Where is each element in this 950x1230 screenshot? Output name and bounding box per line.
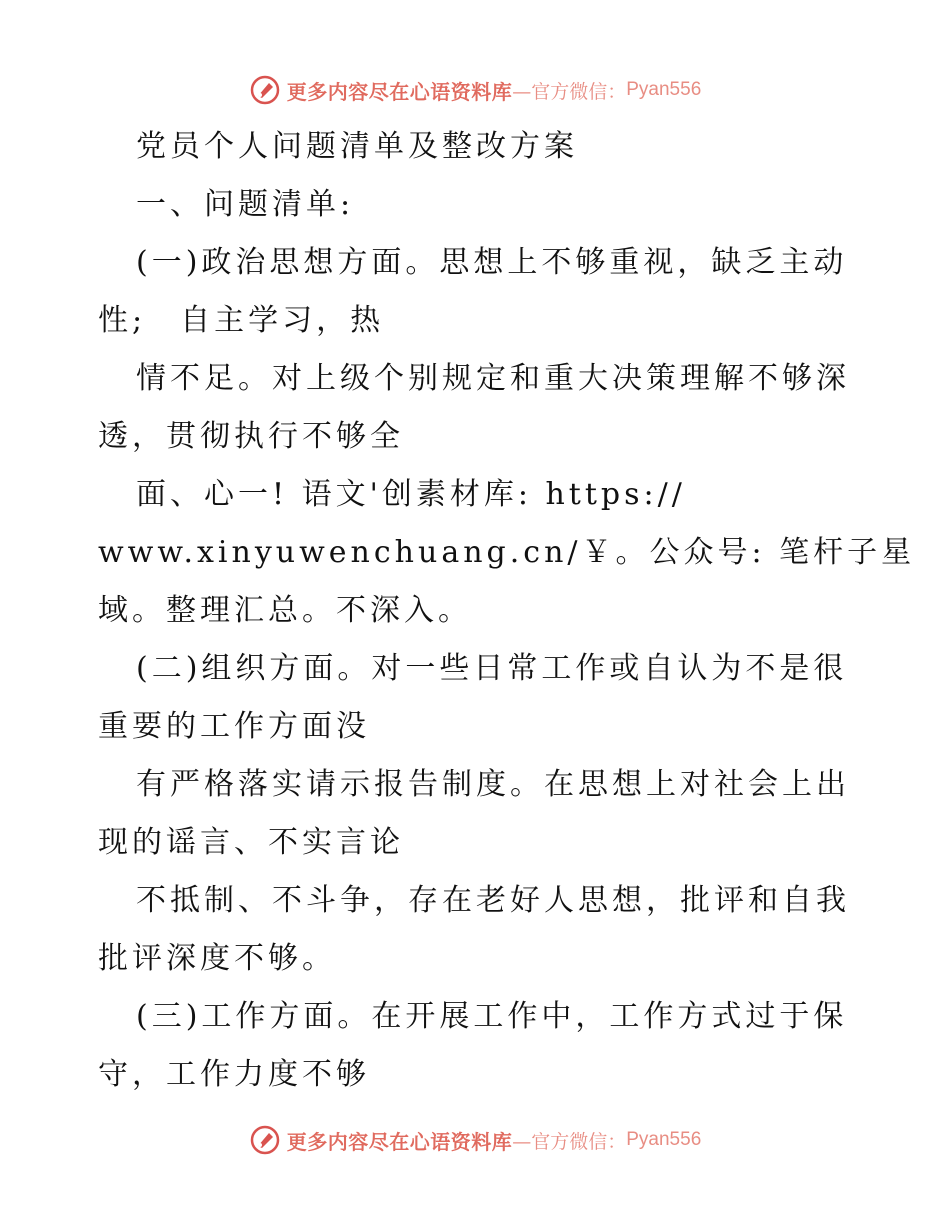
paragraph-line: 有严格落实请示报告制度。在思想上对社会上出 bbox=[136, 767, 850, 802]
banner-sub-text: —官方微信： bbox=[512, 1130, 627, 1153]
paragraph-line: 域。整理汇总。不深入。 bbox=[98, 593, 472, 628]
paragraph-line: 性; 自主学习，热 bbox=[98, 303, 385, 338]
header-watermark bbox=[0, 70, 950, 110]
pen-nib-icon bbox=[249, 74, 281, 106]
banner-wechat-id: Pyan556 bbox=[626, 1129, 702, 1150]
paragraph-line: 批评深度不够。 bbox=[98, 941, 336, 976]
paragraph-line: www.xinyuwenchuang.cn/￥。公众号: 笔杆子星 bbox=[98, 535, 916, 570]
paragraph-line: 守，工作力度不够 bbox=[98, 1057, 370, 1092]
document-title: 党员个人问题清单及整改方案 bbox=[136, 129, 578, 164]
section-heading: 一、问题清单: bbox=[136, 187, 355, 222]
paragraph-line: (二)组织方面。对一些日常工作或自认为不是很 bbox=[136, 651, 848, 686]
paragraph-line: 重要的工作方面没 bbox=[98, 709, 370, 744]
paragraph-line: (一)政治思想方面。思想上不够重视，缺乏主动 bbox=[136, 245, 848, 280]
footer-watermark bbox=[0, 1120, 950, 1160]
pen-nib-icon bbox=[249, 1124, 281, 1156]
banner-main-text: 更多内容尽在心语资料库 bbox=[286, 1129, 513, 1154]
paragraph-line: 面、心一! 语文'创素材库: https:// bbox=[136, 477, 686, 512]
paragraph-line: 现的谣言、不实言论 bbox=[98, 825, 404, 860]
banner-wechat-id: Pyan556 bbox=[626, 79, 702, 100]
document-body bbox=[98, 118, 916, 1104]
paragraph-line: 透，贯彻执行不够全 bbox=[98, 419, 404, 454]
banner-sub-text: —官方微信： bbox=[512, 80, 627, 103]
paragraph-line: 情不足。对上级个别规定和重大决策理解不够深 bbox=[136, 361, 850, 396]
paragraph-line: 不抵制、不斗争，存在老好人思想，批评和自我 bbox=[136, 883, 850, 918]
banner-main-text: 更多内容尽在心语资料库 bbox=[286, 79, 513, 104]
paragraph-line: (三)工作方面。在开展工作中，工作方式过于保 bbox=[136, 999, 848, 1034]
